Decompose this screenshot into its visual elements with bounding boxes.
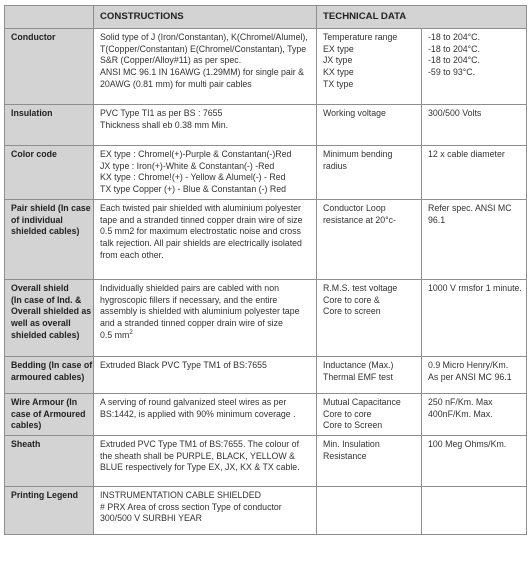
conductor-label-cell bbox=[5, 29, 94, 105]
mm-text: 0.5 mm bbox=[100, 329, 130, 340]
row-color-code bbox=[5, 146, 527, 200]
printing-legend-description-line: 300/500 V SURBHI YEAR bbox=[100, 513, 203, 524]
bedding-parameter-cell bbox=[317, 356, 422, 393]
overall-shield-parameter-line: R.M.S. test voltage bbox=[323, 282, 398, 293]
row-insulation bbox=[5, 105, 527, 146]
bedding-value-line: 0.9 Micro Henry/Km. bbox=[428, 359, 509, 370]
pair-shield-parameter-cell bbox=[317, 199, 422, 279]
overall-shield-label-cell bbox=[5, 279, 94, 356]
insulation-description-line: Thickness shall eb 0.38 mm Min. bbox=[100, 119, 229, 130]
overall-shield-parameter-line: Core to screen bbox=[323, 306, 381, 317]
printing-legend-parameter-cell bbox=[317, 486, 422, 534]
insulation-label-cell bbox=[5, 105, 94, 146]
sheath-parameter-line: Resistance bbox=[323, 450, 367, 461]
header-row bbox=[5, 6, 527, 29]
overall-shield-description-line: assembly is shielded with aluminium polyester tape bbox=[100, 306, 300, 317]
wire-armour-description-line: A serving of round galvanized steel wires as per bbox=[100, 396, 287, 407]
pair-shield-label-cell bbox=[5, 199, 94, 279]
spec-table-body bbox=[5, 29, 527, 535]
conductor-description-line: Solid type of J (Iron/Constantan), K(Chromel/Alumel), bbox=[100, 32, 308, 42]
pair-shield-description-line: tape and a stranded tinned copper drain wire of size bbox=[100, 214, 303, 225]
row-wire-armour bbox=[5, 393, 527, 435]
color-code-description-line: EX type : Chromel(+)-Purple & Constantan(-)Red bbox=[100, 149, 292, 159]
row-bedding bbox=[5, 356, 527, 393]
bedding-parameter-line: Inductance (Max.) bbox=[323, 359, 394, 370]
conductor-description-line: 20AWG (0.81 mm) for multi pair cables bbox=[100, 78, 252, 89]
overall-shield-description-line: hygroscopic fillers if necessary, and the entire bbox=[100, 294, 278, 305]
pair-shield-value-line: 96.1 bbox=[428, 214, 446, 225]
wire-armour-value-line: 400nF/Km. Max. bbox=[428, 408, 493, 419]
wire-armour-label-line: case of Armoured bbox=[11, 408, 86, 419]
color-code-description-cell bbox=[94, 146, 317, 200]
wire-armour-parameter-cell bbox=[317, 393, 422, 435]
overall-shield-value-line: 1000 V rmsfor 1 minute. bbox=[428, 282, 522, 293]
bedding-value-cell bbox=[422, 356, 527, 393]
insulation-description-line: PVC Type TI1 as per BS : 7655 bbox=[100, 108, 223, 118]
overall-shield-label-line: Overall shielded as bbox=[11, 306, 92, 317]
bedding-label-cell bbox=[5, 356, 94, 393]
conductor-value-line: -18 to 204°C. bbox=[428, 32, 480, 42]
sheath-description-line: Extruded PVC Type TM1 of BS:7655. The colour of bbox=[100, 438, 300, 449]
row-sheath bbox=[5, 435, 527, 486]
bedding-label-line: armoured cables) bbox=[11, 371, 85, 382]
row-overall-shield bbox=[5, 279, 527, 356]
sheath-parameter-cell bbox=[317, 435, 422, 486]
overall-shield-label-line: well as overall bbox=[11, 317, 71, 328]
bedding-description-line: Extruded Black PVC Type TM1 of BS:7655 bbox=[100, 359, 267, 370]
conductor-label-line: Conductor bbox=[11, 32, 56, 42]
conductor-parameter-line: TX type bbox=[323, 78, 354, 89]
printing-legend-description-cell bbox=[94, 486, 317, 534]
header-blank-cell bbox=[5, 6, 94, 29]
color-code-parameter-cell bbox=[317, 146, 422, 200]
insulation-value-cell bbox=[422, 105, 527, 146]
printing-legend-label-cell bbox=[5, 486, 94, 534]
sheath-description-line: BLUE respectively for Type EX, JX, KX & TX cable. bbox=[100, 462, 300, 473]
sheath-value-cell bbox=[422, 435, 527, 486]
pair-shield-parameter-line: Conductor Loop bbox=[323, 202, 386, 213]
color-code-label-cell bbox=[5, 146, 94, 200]
conductor-parameter-line: JX type bbox=[323, 55, 353, 66]
conductor-description-line: T(Copper/Constantan) E(Chromel/Constantan), Type bbox=[100, 43, 307, 54]
wire-armour-parameter-line: Core to Screen bbox=[323, 420, 383, 431]
printing-legend-value-cell bbox=[422, 486, 527, 534]
header-technical-data: TECHNICAL DATA bbox=[317, 6, 527, 29]
pair-shield-label-line: of individual bbox=[11, 214, 63, 225]
overall-shield-label-line: (In case of Ind. & bbox=[11, 294, 82, 305]
conductor-value-cell bbox=[422, 29, 527, 105]
color-code-label-line: Color code bbox=[11, 149, 57, 159]
bedding-description-cell bbox=[94, 356, 317, 393]
conductor-value-line: -59 to 93°C. bbox=[428, 67, 476, 78]
wire-armour-description-line: BS:1442, is applied with 90% minimum coverage . bbox=[100, 408, 296, 419]
overall-shield-description-line bbox=[100, 330, 311, 342]
wire-armour-parameter-line: Core to core bbox=[323, 408, 372, 419]
wire-armour-parameter-line: Mutual Capacitance bbox=[323, 396, 401, 407]
sheath-value-line: 100 Meg Ohms/Km. bbox=[428, 438, 507, 449]
conductor-parameter-cell bbox=[317, 29, 422, 105]
overall-shield-description-line: and a stranded tinned copper drain wire of size bbox=[100, 317, 283, 328]
color-code-description-line: KX type : Chrome!(+) - Yellow & Alumel(-) - Red bbox=[100, 172, 286, 183]
color-code-description-line: TX type Copper (+) - Blue & Constantan (-) Red bbox=[100, 184, 287, 195]
bedding-value-line: As per ANSI MC 96.1 bbox=[428, 371, 512, 382]
overall-shield-description-line: Individually shielded pairs are cabled with non bbox=[100, 282, 279, 293]
wire-armour-label-line: Wire Armour (In bbox=[11, 396, 78, 407]
conductor-description-line: ANSI MC 96.1 IN 16AWG (1.29MM) for single pair & bbox=[100, 67, 305, 78]
conductor-parameter-line: EX type bbox=[323, 43, 354, 54]
pair-shield-description-line: 0.5 mm2 for maximum electrostatic noise and cross bbox=[100, 226, 301, 237]
conductor-parameter-line: Temperature range bbox=[323, 32, 398, 42]
overall-shield-parameter-cell bbox=[317, 279, 422, 356]
pair-shield-description-cell bbox=[94, 199, 317, 279]
sheath-parameter-line: Min. Insulation bbox=[323, 438, 380, 449]
wire-armour-value-cell bbox=[422, 393, 527, 435]
color-code-description-line: JX type : Iron(+)-White & Constantan(-) -Red bbox=[100, 160, 275, 171]
color-code-parameter-line: Minimum bending bbox=[323, 149, 393, 159]
insulation-label-line: Insulation bbox=[11, 108, 53, 118]
spec-table bbox=[4, 5, 527, 535]
sheath-description-cell bbox=[94, 435, 317, 486]
conductor-value-line: -18 to 204°C. bbox=[428, 43, 480, 54]
pair-shield-value-cell bbox=[422, 199, 527, 279]
printing-legend-description-line: # PRX Area of cross section Type of conductor bbox=[100, 501, 282, 512]
superscript-two: 2 bbox=[129, 329, 133, 336]
row-pair-shield bbox=[5, 199, 527, 279]
pair-shield-parameter-line: resistance at 20°c- bbox=[323, 214, 396, 225]
printing-legend-description-line: INSTRUMENTATION CABLE SHIELDED bbox=[100, 489, 261, 500]
pair-shield-description-line: from each other. bbox=[100, 249, 164, 260]
insulation-parameter-line: Working voltage bbox=[323, 108, 386, 118]
sheath-label-cell bbox=[5, 435, 94, 486]
row-printing-legend bbox=[5, 486, 527, 534]
conductor-description-line: S&R (Copper/Alloy#11) as per spec. bbox=[100, 55, 242, 66]
pair-shield-description-line: Each twisted pair shielded with aluminium polyester bbox=[100, 202, 301, 213]
insulation-value-line: 300/500 Volts bbox=[428, 108, 482, 118]
pair-shield-label-line: shielded cables) bbox=[11, 226, 80, 237]
overall-shield-label-line: shielded cables) bbox=[11, 329, 80, 340]
pair-shield-value-line: Refer spec. ANSI MC bbox=[428, 202, 512, 213]
overall-shield-description-cell bbox=[94, 279, 317, 356]
bedding-parameter-line: Thermal EMF test bbox=[323, 371, 393, 382]
conductor-description-cell bbox=[94, 29, 317, 105]
color-code-parameter-line: radius bbox=[323, 160, 347, 171]
sheath-label-line: Sheath bbox=[11, 438, 41, 449]
conductor-value-line: -18 to 204°C. bbox=[428, 55, 480, 66]
pair-shield-label-line: Pair shield (In case bbox=[11, 202, 91, 213]
wire-armour-label-cell bbox=[5, 393, 94, 435]
sheath-description-line: the sheath shall be PURPLE, BLACK, YELLOW & bbox=[100, 450, 295, 461]
printing-legend-label-line: Printing Legend bbox=[11, 489, 78, 500]
pair-shield-description-line: talk rejection. All pair shields are electrically isolated bbox=[100, 237, 302, 248]
bedding-label-line: Bedding (In case of bbox=[11, 359, 93, 370]
wire-armour-description-cell bbox=[94, 393, 317, 435]
overall-shield-parameter-line: Core to core & bbox=[323, 294, 380, 305]
wire-armour-label-line: cables) bbox=[11, 420, 42, 431]
color-code-value-cell bbox=[422, 146, 527, 200]
wire-armour-value-line: 250 nF/Km. Max bbox=[428, 396, 493, 407]
header-constructions: CONSTRUCTIONS bbox=[94, 6, 317, 29]
insulation-description-cell bbox=[94, 105, 317, 146]
row-conductor bbox=[5, 29, 527, 105]
insulation-parameter-cell bbox=[317, 105, 422, 146]
color-code-value-line: 12 x cable diameter bbox=[428, 149, 505, 159]
conductor-parameter-line: KX type bbox=[323, 67, 354, 78]
overall-shield-label-line: Overall shield bbox=[11, 282, 69, 293]
overall-shield-value-cell bbox=[422, 279, 527, 356]
